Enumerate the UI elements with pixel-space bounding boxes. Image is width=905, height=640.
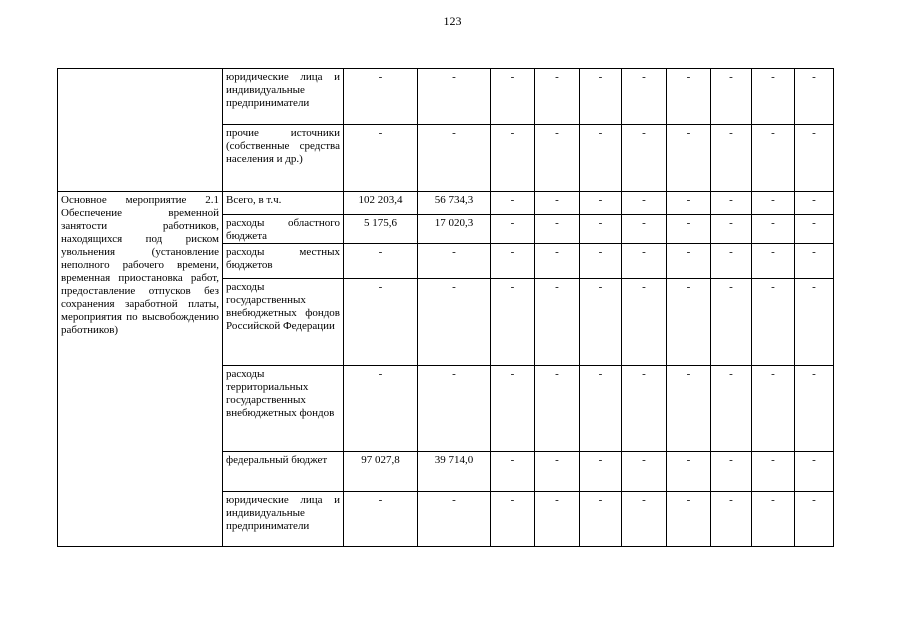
value-cell: - [711,279,752,366]
value-cell: - [795,279,834,366]
value-cell: - [344,69,418,125]
value-cell: - [418,69,491,125]
value-cell: - [795,215,834,244]
table-row [58,192,834,215]
value-cell: - [795,366,834,452]
value-cell: - [622,192,667,215]
value-cell: 102 203,4 [344,192,418,215]
value-cell: - [711,366,752,452]
funding-source-cell: Всего, в т.ч. [223,192,344,215]
value-cell: - [580,452,622,492]
value-cell: - [622,244,667,279]
value-cell: - [580,69,622,125]
value-cell: - [711,452,752,492]
funding-source-cell: расходы областного бюджета [223,215,344,244]
value-cell: - [535,69,580,125]
value-cell: - [667,69,711,125]
value-cell: - [622,125,667,192]
value-cell: 5 175,6 [344,215,418,244]
funding-source-cell: юридические лица и индивидуальные предприниматели [223,492,344,547]
value-cell: - [795,192,834,215]
value-cell: - [795,69,834,125]
value-cell: - [535,366,580,452]
value-cell: - [622,452,667,492]
value-cell: - [622,215,667,244]
value-cell: - [580,492,622,547]
value-cell: - [580,244,622,279]
value-cell: - [491,279,535,366]
value-cell: - [752,452,795,492]
value-cell: - [580,366,622,452]
value-cell: - [418,279,491,366]
value-cell: - [667,192,711,215]
funding-source-cell: расходы государственных внебюджетных фондов Российской Федерации [223,279,344,366]
value-cell: - [580,192,622,215]
value-cell: - [795,125,834,192]
value-cell: - [752,279,795,366]
value-cell: - [580,279,622,366]
value-cell: - [667,366,711,452]
value-cell: 17 020,3 [418,215,491,244]
value-cell: 56 734,3 [418,192,491,215]
value-cell: - [535,279,580,366]
value-cell: - [667,125,711,192]
value-cell: - [580,125,622,192]
value-cell: - [667,279,711,366]
value-cell: - [711,492,752,547]
value-cell: - [752,215,795,244]
value-cell: - [418,125,491,192]
value-cell: - [752,69,795,125]
value-cell: - [491,492,535,547]
value-cell: - [344,366,418,452]
value-cell: - [711,244,752,279]
budget-table [57,68,834,547]
value-cell: - [667,244,711,279]
value-cell: - [491,244,535,279]
value-cell: - [711,192,752,215]
value-cell: - [535,125,580,192]
funding-source-cell: юридические лица и индивидуальные предприниматели [223,69,344,125]
value-cell: - [535,452,580,492]
value-cell: - [418,244,491,279]
value-cell: - [752,244,795,279]
value-cell: - [711,125,752,192]
value-cell: - [418,492,491,547]
value-cell: - [622,279,667,366]
funding-source-cell: федеральный бюджет [223,452,344,492]
value-cell: - [535,192,580,215]
value-cell: - [535,492,580,547]
value-cell: - [344,244,418,279]
value-cell: - [711,69,752,125]
value-cell: - [491,125,535,192]
event-cell-empty [58,69,223,192]
value-cell: - [535,215,580,244]
page-number: 123 [443,14,462,28]
value-cell: - [667,452,711,492]
value-cell: - [418,366,491,452]
value-cell: - [752,492,795,547]
value-cell: - [622,69,667,125]
value-cell: - [344,125,418,192]
value-cell: - [752,125,795,192]
event-name-cell: Основное мероприятие 2.1 Обеспечение временной занятости работников, находящихся под риском увольнения (установление неполного рабочего времени, временная приостановка работ, предоставление отпусков без сохранения заработной платы, мероприятия по высвобождению работников) [58,192,223,547]
value-cell: - [344,492,418,547]
value-cell: - [491,452,535,492]
value-cell: - [795,452,834,492]
value-cell: - [622,492,667,547]
value-cell: - [491,69,535,125]
value-cell: 39 714,0 [418,452,491,492]
value-cell: - [667,492,711,547]
value-cell: 97 027,8 [344,452,418,492]
funding-source-cell: расходы территориальных государственных внебюджетных фондов [223,366,344,452]
value-cell: - [344,279,418,366]
value-cell: - [491,192,535,215]
value-cell: - [491,215,535,244]
value-cell: - [711,215,752,244]
value-cell: - [667,215,711,244]
value-cell: - [752,192,795,215]
value-cell: - [752,366,795,452]
value-cell: - [795,492,834,547]
table-row [58,69,834,125]
value-cell: - [795,244,834,279]
value-cell: - [491,366,535,452]
value-cell: - [535,244,580,279]
funding-source-cell: прочие источники (собственные средства населения и др.) [223,125,344,192]
value-cell: - [622,366,667,452]
funding-source-cell: расходы местных бюджетов [223,244,344,279]
value-cell: - [580,215,622,244]
